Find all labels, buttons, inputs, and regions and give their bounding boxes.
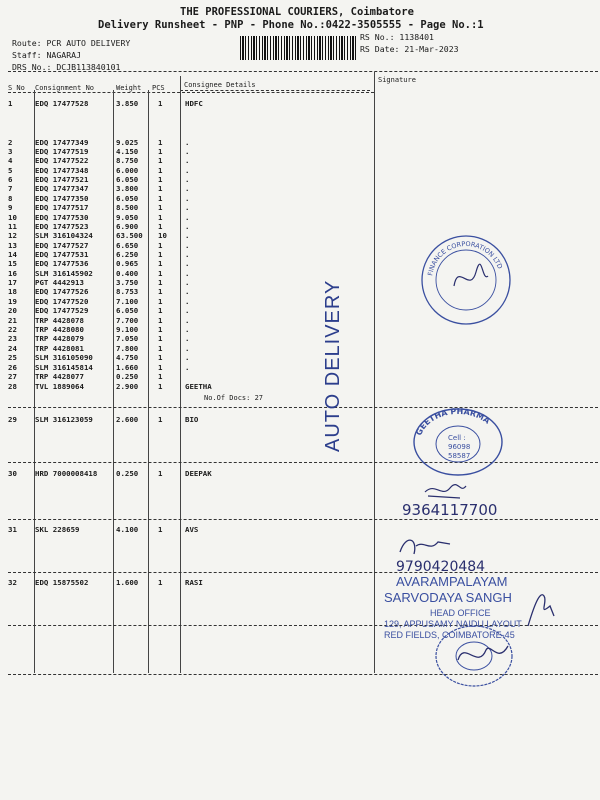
row-pcs: 1: [158, 99, 163, 108]
row-weight: 9.100: [116, 325, 139, 334]
row-consignee: .: [185, 250, 190, 259]
col-consignee: Consignee Details: [184, 81, 256, 89]
row-consignment: EDQ 17477529: [35, 306, 89, 315]
row-sno: 22: [8, 325, 17, 334]
row-sno: 29: [8, 415, 17, 424]
pharma-stamp-line3: 58587: [448, 452, 471, 460]
row-weight: 7.800: [116, 344, 139, 353]
row-consignment: TRP 4428080: [35, 325, 84, 334]
row-weight: 0.250: [116, 372, 139, 381]
row-pcs: 1: [158, 353, 163, 362]
row-weight: 6.050: [116, 306, 139, 315]
row-consignee: .: [185, 241, 190, 250]
col-sno: S No: [8, 84, 25, 92]
row-sno: 6: [8, 175, 13, 184]
avs-stamp-line3: HEAD OFFICE: [430, 608, 491, 618]
row-sno: 12: [8, 231, 17, 240]
row-consignee: DEEPAK: [185, 469, 212, 478]
row-sno: 30: [8, 469, 17, 478]
row-consignee: .: [185, 344, 190, 353]
row-pcs: 1: [158, 316, 163, 325]
row-weight: 3.850: [116, 99, 139, 108]
row-consignee: .: [185, 194, 190, 203]
consignee-rule: [180, 90, 370, 91]
row-consignment: SLM 316104324: [35, 231, 93, 240]
row-pcs: 1: [158, 250, 163, 259]
row-consignment: TRP 4428079: [35, 334, 84, 343]
row-sno: 14: [8, 250, 17, 259]
row-sno: 15: [8, 259, 17, 268]
row-weight: 8.753: [116, 287, 139, 296]
docs-count: No.Of Docs: 27: [204, 394, 264, 402]
row-consignee: GEETHA: [185, 382, 212, 391]
row-consignment: EDQ 17477520: [35, 297, 89, 306]
drs-label: DRS No.: DCJB113840101: [12, 62, 121, 72]
row-consignee: .: [185, 363, 190, 372]
avs-stamp-line5: RED FIELDS, COIMBATORE-45: [384, 630, 515, 640]
row-sno: 21: [8, 316, 17, 325]
row-consignee: .: [185, 156, 190, 165]
row-consignee: .: [185, 138, 190, 147]
handwritten-phone-2: 9790420484: [396, 559, 486, 575]
row-sno: 24: [8, 344, 17, 353]
row-pcs: 1: [158, 372, 163, 381]
row-pcs: 1: [158, 334, 163, 343]
runsheet-subtitle: Delivery Runsheet - PNP - Phone No.:0422-3505555 - Page No.:1: [98, 19, 484, 31]
row-consignment: SLM 316105090: [35, 353, 93, 362]
row-pcs: 1: [158, 222, 163, 231]
row-sno: 28: [8, 382, 17, 391]
row-consignment: EDQ 17477349: [35, 138, 89, 147]
row-consignment: EDQ 15875502: [35, 578, 89, 587]
row-weight: 3.800: [116, 184, 139, 193]
col-divider-3: [148, 90, 149, 673]
row-pcs: 1: [158, 194, 163, 203]
row-consignment: EDQ 17477536: [35, 259, 89, 268]
row-pcs: 1: [158, 175, 163, 184]
row-consignment: EDQ 17477348: [35, 166, 89, 175]
row-sno: 13: [8, 241, 17, 250]
row-pcs: 1: [158, 306, 163, 315]
row-consignee: .: [185, 259, 190, 268]
row-sno: 11: [8, 222, 17, 231]
row-sno: 16: [8, 269, 17, 278]
row-separator: [8, 572, 598, 573]
row-consignment: EDQ 17477347: [35, 184, 89, 193]
row-separator: [8, 462, 598, 463]
row-weight: 6.650: [116, 241, 139, 250]
row-pcs: 1: [158, 259, 163, 268]
row-sno: 23: [8, 334, 17, 343]
row-consignee: HDFC: [185, 99, 203, 108]
row-pcs: 1: [158, 344, 163, 353]
row-consignment: TVL 1889064: [35, 382, 84, 391]
row-consignee: BIO: [185, 415, 199, 424]
row-weight: 8.500: [116, 203, 139, 212]
row-pcs: 1: [158, 578, 163, 587]
row-pcs: 1: [158, 147, 163, 156]
row-consignee: .: [185, 222, 190, 231]
row-weight: 2.600: [116, 415, 139, 424]
row-consignee: RASI: [185, 578, 203, 587]
staff-label: Staff: NAGARAJ: [12, 50, 82, 60]
avs-stamp-line2: SARVODAYA SANGH: [384, 590, 512, 605]
pharma-stamp-top: GEETHA PHARMA: [414, 406, 492, 437]
row-consignment: EDQ 17477528: [35, 99, 89, 108]
row-weight: 1.660: [116, 363, 139, 372]
row-sno: 2: [8, 138, 13, 147]
row-weight: 3.750: [116, 278, 139, 287]
row-weight: 6.900: [116, 222, 139, 231]
row-weight: 4.150: [116, 147, 139, 156]
row-consignee: .: [185, 203, 190, 212]
row-consignee: .: [185, 306, 190, 315]
col-divider-4: [180, 76, 181, 673]
row-weight: 6.050: [116, 194, 139, 203]
row-pcs: 1: [158, 203, 163, 212]
row-consignee: .: [185, 278, 190, 287]
row-consignment: EDQ 17477519: [35, 147, 89, 156]
col-signature: Signature: [378, 76, 416, 84]
avs-stamp-line4: 129, APPUSAMY NAIDU LAYOUT: [384, 619, 522, 629]
finance-stamp: [418, 232, 514, 328]
row-pcs: 1: [158, 269, 163, 278]
row-weight: 63.500: [116, 231, 143, 240]
row-consignment: PGT 4442913: [35, 278, 84, 287]
row-consignee: .: [185, 231, 190, 240]
row-consignment: SLM 316145814: [35, 363, 93, 372]
row-weight: 4.750: [116, 353, 139, 362]
row-consignee: .: [185, 353, 190, 362]
header-rule-top: [8, 71, 598, 72]
row-pcs: 1: [158, 213, 163, 222]
col-divider-5: [374, 72, 375, 673]
row-pcs: 1: [158, 525, 163, 534]
col-consignment: Consignment No: [35, 84, 95, 92]
handwritten-phone-1: 9364117700: [402, 501, 498, 519]
row-consignee: .: [185, 287, 190, 296]
row-weight: 0.250: [116, 469, 139, 478]
row-consignee: AVS: [185, 525, 199, 534]
pharma-stamp-line2: 96098: [448, 443, 471, 451]
company-title: THE PROFESSIONAL COURIERS, Coimbatore: [180, 6, 414, 18]
row-consignee: .: [185, 297, 190, 306]
row-sno: 27: [8, 372, 17, 381]
row-consignment: TRP 4428081: [35, 344, 84, 353]
row-consignee: .: [185, 175, 190, 184]
row-consignment: EDQ 17477522: [35, 156, 89, 165]
row-consignment: EDQ 17477531: [35, 250, 89, 259]
row-consignee: .: [185, 184, 190, 193]
row-consignment: TRP 4428077: [35, 372, 84, 381]
row-weight: 8.750: [116, 156, 139, 165]
rs-date: RS Date: 21-Mar-2023: [360, 44, 459, 54]
pharma-stamp-line1: Cell :: [448, 434, 466, 442]
svg-text:GEETHA PHARMA: [414, 407, 492, 437]
row-consignment: EDQ 17477530: [35, 213, 89, 222]
row-consignment: EDQ 17477350: [35, 194, 89, 203]
row-sno: 20: [8, 306, 17, 315]
row-pcs: 1: [158, 241, 163, 250]
row-pcs: 1: [158, 184, 163, 193]
row-weight: 6.250: [116, 250, 139, 259]
row-weight: 2.900: [116, 382, 139, 391]
row-sno: 32: [8, 578, 17, 587]
row-separator: [8, 407, 598, 408]
row-consignment: HRD 7000008418: [35, 469, 98, 478]
row-consignment: TRP 4428078: [35, 316, 84, 325]
row-weight: 7.100: [116, 297, 139, 306]
route-label: Route: PCR AUTO DELIVERY: [12, 38, 131, 48]
row-consignee: .: [185, 166, 190, 175]
signature-scribble: [396, 530, 456, 560]
row-pcs: 1: [158, 325, 163, 334]
row-sno: 19: [8, 297, 17, 306]
row-consignee: .: [185, 213, 190, 222]
row-sno: 5: [8, 166, 13, 175]
row-weight: 9.025: [116, 138, 139, 147]
row-consignment: EDQ 17477523: [35, 222, 89, 231]
row-weight: 6.050: [116, 175, 139, 184]
row-sno: 9: [8, 203, 13, 212]
row-sno: 8: [8, 194, 13, 203]
row-sno: 31: [8, 525, 17, 534]
row-pcs: 1: [158, 278, 163, 287]
row-weight: 7.700: [116, 316, 139, 325]
avs-stamp-line1: AVARAMPALAYAM: [396, 574, 508, 589]
row-pcs: 10: [158, 231, 167, 240]
row-pcs: 1: [158, 382, 163, 391]
row-pcs: 1: [158, 415, 163, 424]
col-weight: Weight: [116, 84, 142, 92]
row-sno: 3: [8, 147, 13, 156]
row-pcs: 1: [158, 363, 163, 372]
row-consignment: EDQ 17477521: [35, 175, 89, 184]
row-sno: 10: [8, 213, 17, 222]
row-sno: 25: [8, 353, 17, 362]
signature-scribble: [520, 586, 560, 630]
row-separator: [8, 519, 598, 520]
row-weight: 0.965: [116, 259, 139, 268]
row-weight: 1.600: [116, 578, 139, 587]
row-weight: 9.050: [116, 213, 139, 222]
signature-scribble: [420, 478, 470, 502]
row-consignment: SKL 228659: [35, 525, 80, 534]
row-consignee: .: [185, 334, 190, 343]
row-weight: 0.400: [116, 269, 139, 278]
row-consignment: SLM 316145902: [35, 269, 93, 278]
row-consignee: .: [185, 316, 190, 325]
row-sno: 4: [8, 156, 13, 165]
row-weight: 4.100: [116, 525, 139, 534]
row-consignee: .: [185, 325, 190, 334]
rasi-stamp: [428, 620, 538, 690]
auto-delivery-stamp: AUTO DELIVERY: [322, 279, 344, 452]
row-pcs: 1: [158, 469, 163, 478]
row-weight: 7.050: [116, 334, 139, 343]
row-consignment: SLM 316123059: [35, 415, 93, 424]
row-pcs: 1: [158, 138, 163, 147]
row-pcs: 1: [158, 297, 163, 306]
col-pcs: PCS: [152, 84, 165, 92]
row-pcs: 1: [158, 287, 163, 296]
header-rule-bottom: [8, 92, 374, 93]
row-consignment: EDQ 17477527: [35, 241, 89, 250]
row-sno: 18: [8, 287, 17, 296]
rs-number: RS No.: 1138401: [360, 32, 434, 42]
col-divider-2: [113, 90, 114, 673]
barcode-image: [240, 36, 356, 60]
row-sno: 26: [8, 363, 17, 372]
row-consignee: .: [185, 269, 190, 278]
row-consignee: .: [185, 147, 190, 156]
row-pcs: 1: [158, 166, 163, 175]
row-pcs: 1: [158, 156, 163, 165]
row-sno: 7: [8, 184, 13, 193]
finance-stamp-text: FINANCE CORPORATION LTD: [426, 239, 504, 277]
pharma-stamp: [408, 404, 508, 480]
row-consignment: EDQ 17477517: [35, 203, 89, 212]
row-sno: 17: [8, 278, 17, 287]
row-sno: 1: [8, 99, 13, 108]
row-weight: 6.000: [116, 166, 139, 175]
row-consignment: EDQ 17477526: [35, 287, 89, 296]
